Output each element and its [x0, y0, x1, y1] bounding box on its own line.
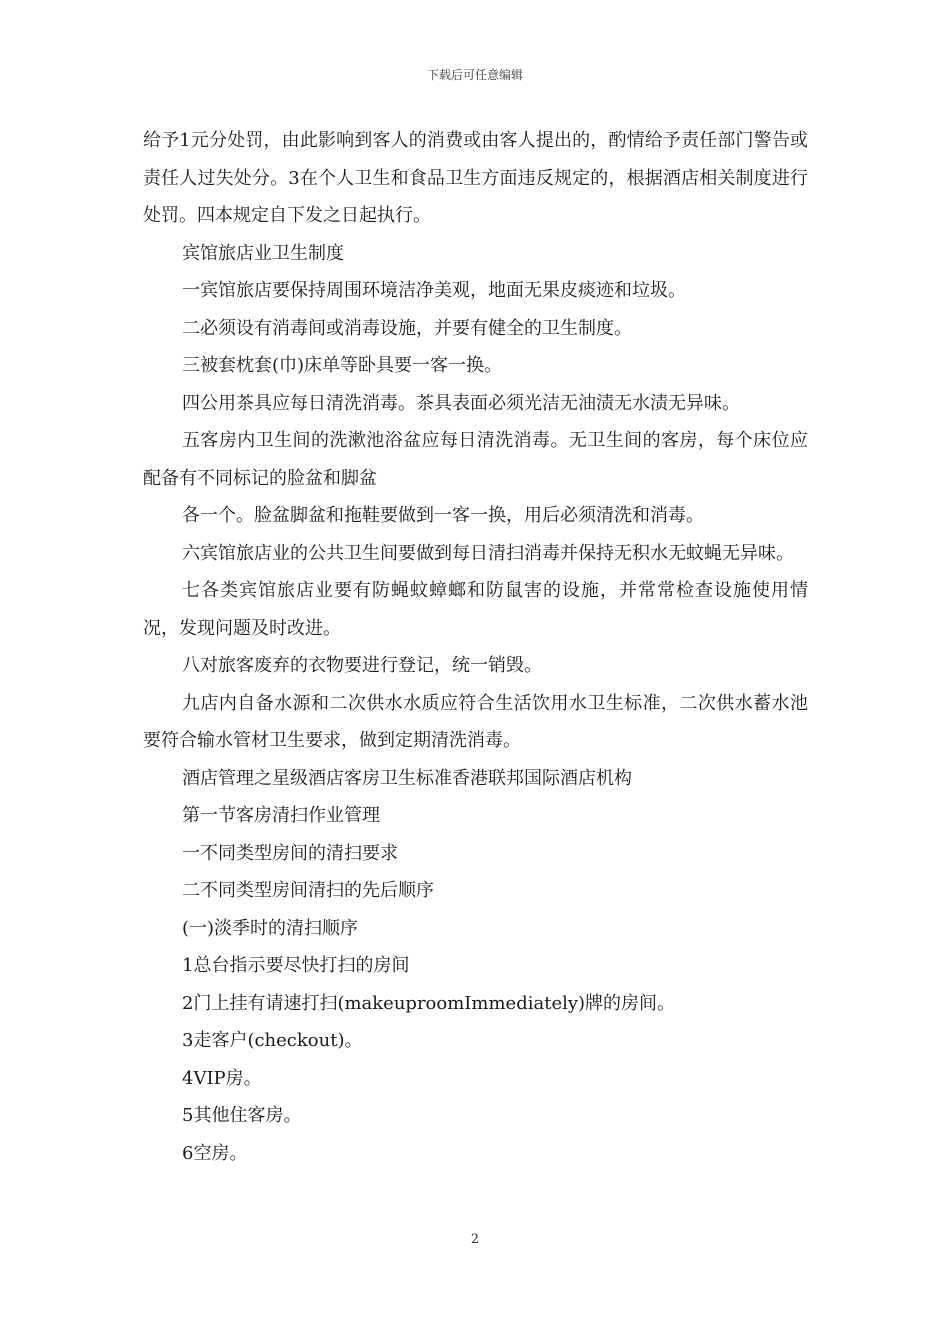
body-paragraph: 五客房内卫生间的洗漱池浴盆应每日清洗消毒。无卫生间的客房，每个床位应配备有不同标记的脸盆和脚盆 — [143, 430, 808, 489]
list-item: 5其他住客房。 — [182, 1105, 302, 1126]
body-paragraph: 给予1元分处罚，由此影响到客人的消费或由客人提出的，酌情给予责任部门警告或责任人过失处分。3在个人卫生和食品卫生方面违反规定的，根据酒店相关制度进行处罚。四本规定自下发之日起执行。 — [143, 130, 808, 226]
list-item: 4VIP房。 — [182, 1067, 262, 1089]
body-paragraph: 二必须设有消毒间或消毒设施，并要有健全的卫生制度。 — [182, 317, 632, 339]
body-paragraph: 各一个。脸盆脚盆和拖鞋要做到一客一换，用后必须清洗和消毒。 — [182, 505, 704, 526]
list-item: 二不同类型房间清扫的先后顺序 — [182, 880, 434, 901]
body-paragraph: 九店内自备水源和二次供水水质应符合生活饮用水卫生标准，二次供水蓄水池要符合输水管材卫生要求，做到定期清洗消毒。 — [143, 692, 808, 751]
list-item: 6空房。 — [182, 1142, 248, 1164]
body-paragraph: 三被套枕套(巾)床单等卧具要一客一换。 — [182, 355, 503, 376]
section-heading: 酒店管理之星级酒店客房卫生标准香港联邦国际酒店机构 — [182, 767, 632, 789]
section-heading: 宾馆旅店业卫生制度 — [182, 242, 344, 264]
list-item: 2门上挂有请速打扫(makeuproomImmediately)牌的房间。 — [182, 992, 676, 1014]
list-item: 1总台指示要尽快打扫的房间 — [182, 955, 410, 976]
body-paragraph: 一宾馆旅店要保持周围环境洁净美观，地面无果皮痰迹和垃圾。 — [182, 280, 686, 301]
section-heading: 第一节客房清扫作业管理 — [182, 805, 380, 826]
body-paragraph: 七各类宾馆旅店业要有防蝇蚊蟑螂和防鼠害的设施，并常常检查设施使用情况，发现问题及时改进。 — [143, 580, 808, 639]
document-body — [143, 122, 808, 1172]
body-paragraph: 八对旅客废弃的衣物要进行登记，统一销毁。 — [182, 655, 542, 676]
body-paragraph: 六宾馆旅店业的公共卫生间要做到每日清扫消毒并保持无积水无蚊蝇无异味。 — [182, 542, 794, 564]
list-item: 一不同类型房间的清扫要求 — [182, 842, 398, 864]
page-header: 下载后可任意编辑 — [426, 68, 523, 82]
list-item: (一)淡季时的清扫顺序 — [182, 917, 359, 939]
body-paragraph: 四公用茶具应每日清洗消毒。茶具表面必须光洁无油渍无水渍无异味。 — [182, 392, 740, 414]
list-item: 3走客户(checkout)。 — [182, 1030, 363, 1051]
page-number: 2 — [470, 1232, 480, 1247]
